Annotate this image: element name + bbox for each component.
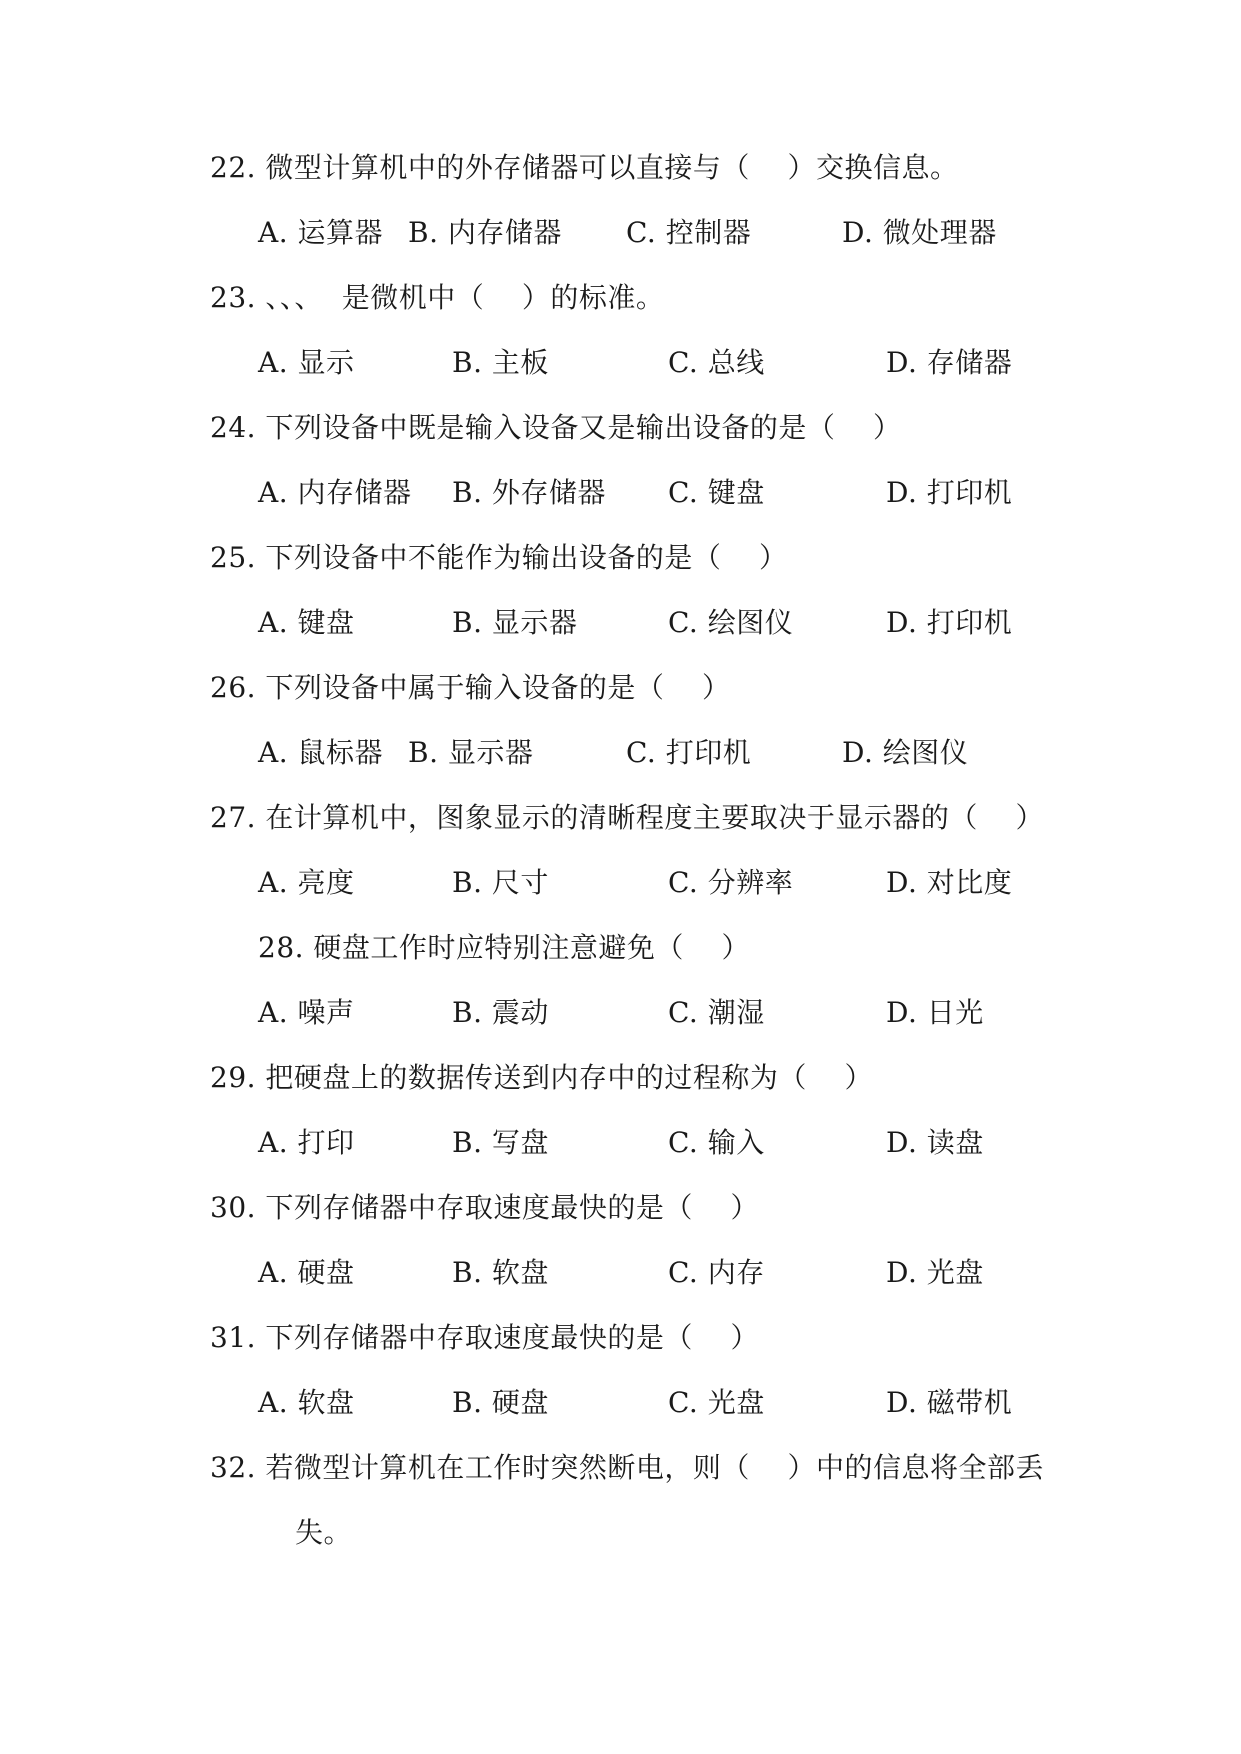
question-stem-22: 22. 微型计算机中的外存储器可以直接与（ ）交换信息。 bbox=[210, 151, 959, 184]
question-stem-25: 25. 下列设备中不能作为输出设备的是（ ） bbox=[210, 541, 788, 574]
option-22-d: D. 微处理器 bbox=[842, 216, 997, 249]
option-26-a: A. 鼠标器 bbox=[258, 736, 384, 769]
option-30-c: C. 内存 bbox=[668, 1256, 765, 1289]
question-stem-27: 27. 在计算机中，图象显示的清晰程度主要取决于显示器的（ ） bbox=[210, 801, 1045, 834]
question-stem-30: 30. 下列存储器中存取速度最快的是（ ） bbox=[210, 1191, 760, 1224]
question-stem-23: 23. 、、、 是微机中（ ）的标准。 bbox=[210, 281, 665, 314]
option-23-d: D. 存储器 bbox=[886, 346, 1013, 379]
question-stem-32-continuation: 失。 bbox=[295, 1516, 353, 1549]
option-27-c: C. 分辨率 bbox=[668, 866, 794, 899]
option-31-d: D. 磁带机 bbox=[886, 1386, 1013, 1419]
option-23-b: B. 主板 bbox=[452, 346, 549, 379]
option-24-d: D. 打印机 bbox=[886, 476, 1013, 509]
option-24-a: A. 内存储器 bbox=[258, 476, 412, 509]
option-27-a: A. 亮度 bbox=[258, 866, 355, 899]
option-29-a: A. 打印 bbox=[258, 1126, 355, 1159]
option-29-c: C. 输入 bbox=[668, 1126, 765, 1159]
option-22-b: B. 内存储器 bbox=[408, 216, 562, 249]
option-28-c: C. 潮湿 bbox=[668, 996, 765, 1029]
option-25-b: B. 显示器 bbox=[452, 606, 578, 639]
option-26-d: D. 绘图仪 bbox=[842, 736, 969, 769]
option-27-b: B. 尺寸 bbox=[452, 866, 549, 899]
option-23-a: A. 显示 bbox=[258, 346, 355, 379]
question-stem-26: 26. 下列设备中属于输入设备的是（ ） bbox=[210, 671, 731, 704]
question-stem-31: 31. 下列存储器中存取速度最快的是（ ） bbox=[210, 1321, 760, 1354]
question-stem-24: 24. 下列设备中既是输入设备又是输出设备的是（ ） bbox=[210, 411, 902, 444]
option-22-a: A. 运算器 bbox=[258, 216, 384, 249]
option-26-b: B. 显示器 bbox=[408, 736, 534, 769]
option-25-a: A. 键盘 bbox=[258, 606, 355, 639]
option-23-c: C. 总线 bbox=[668, 346, 765, 379]
option-31-b: B. 硬盘 bbox=[452, 1386, 549, 1419]
option-29-b: B. 写盘 bbox=[452, 1126, 549, 1159]
option-28-a: A. 噪声 bbox=[258, 996, 355, 1029]
option-25-d: D. 打印机 bbox=[886, 606, 1013, 639]
option-29-d: D. 读盘 bbox=[886, 1126, 984, 1159]
question-stem-32: 32. 若微型计算机在工作时突然断电，则（ ）中的信息将全部丢 bbox=[210, 1451, 1045, 1484]
option-31-c: C. 光盘 bbox=[668, 1386, 765, 1419]
option-24-c: C. 键盘 bbox=[668, 476, 765, 509]
option-28-d: D. 日光 bbox=[886, 996, 984, 1029]
option-30-a: A. 硬盘 bbox=[258, 1256, 355, 1289]
option-27-d: D. 对比度 bbox=[886, 866, 1013, 899]
option-30-b: B. 软盘 bbox=[452, 1256, 549, 1289]
option-28-b: B. 震动 bbox=[452, 996, 549, 1029]
option-25-c: C. 绘图仪 bbox=[668, 606, 794, 639]
option-30-d: D. 光盘 bbox=[886, 1256, 984, 1289]
option-31-a: A. 软盘 bbox=[258, 1386, 355, 1419]
question-stem-28: 28. 硬盘工作时应特别注意避免（ ） bbox=[258, 931, 751, 964]
option-24-b: B. 外存储器 bbox=[452, 476, 606, 509]
option-26-c: C. 打印机 bbox=[626, 736, 752, 769]
option-22-c: C. 控制器 bbox=[626, 216, 752, 249]
question-stem-29: 29. 把硬盘上的数据传送到内存中的过程称为（ ） bbox=[210, 1061, 874, 1094]
